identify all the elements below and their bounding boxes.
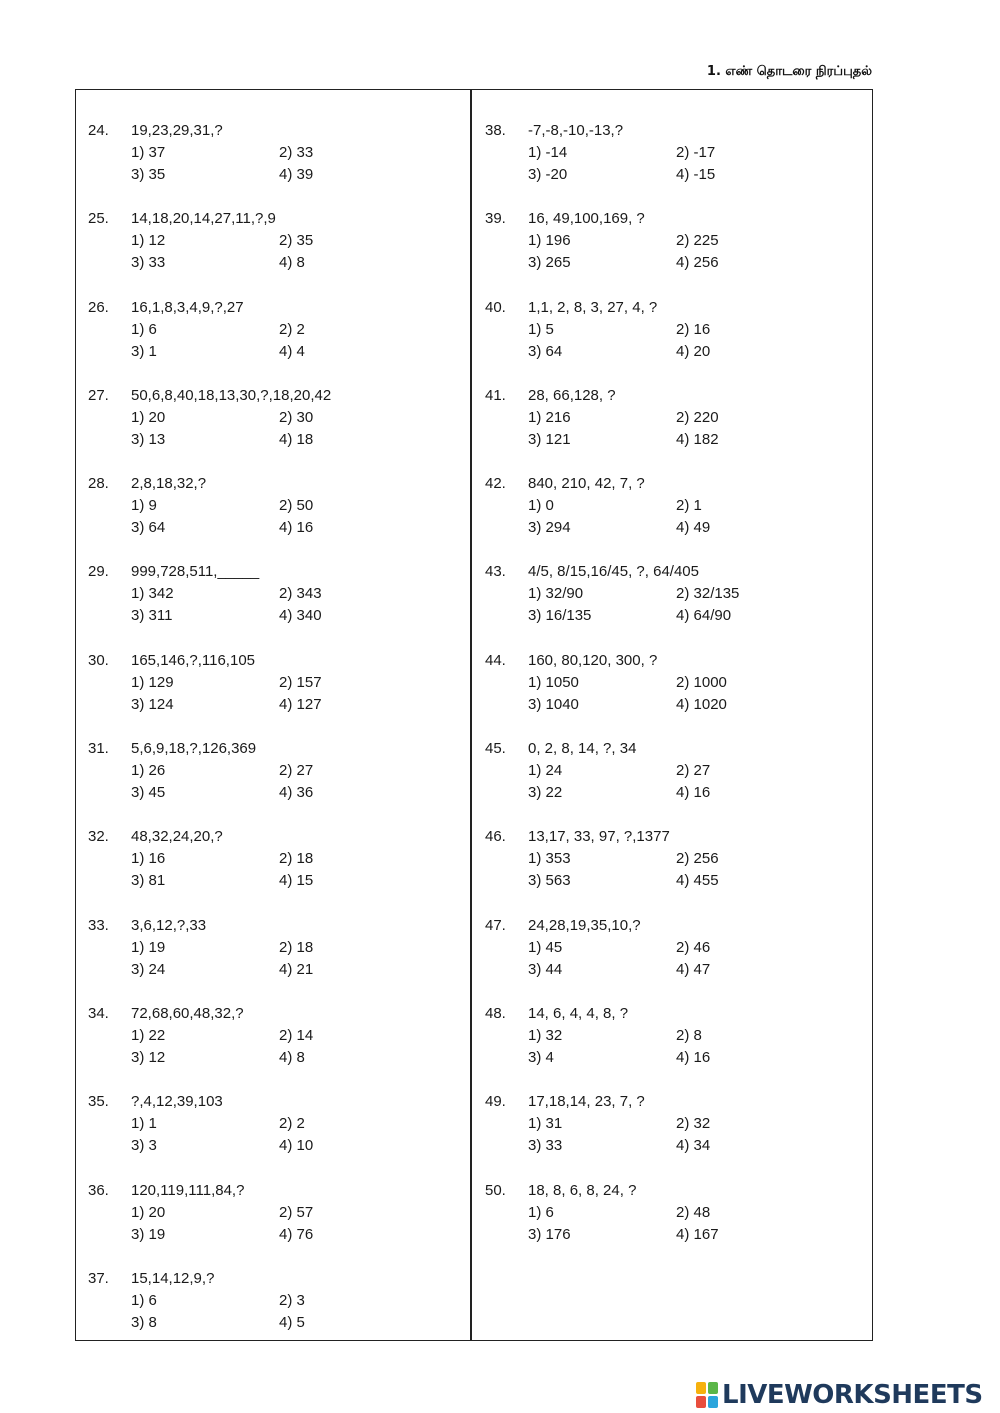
answer-option-4[interactable]: 4) 36 bbox=[279, 784, 314, 802]
question-number: 40. bbox=[485, 298, 506, 316]
answer-option-3[interactable]: 3) 12 bbox=[131, 1048, 166, 1066]
answer-option-3[interactable]: 3) 44 bbox=[528, 960, 563, 978]
answer-option-4[interactable]: 4) 39 bbox=[279, 166, 314, 183]
question-sequence: 72,68,60,48,32,? bbox=[131, 1004, 244, 1022]
answer-option-3[interactable]: 3) 563 bbox=[528, 872, 571, 890]
answer-option-4[interactable]: 4) 8 bbox=[279, 1048, 305, 1066]
question-sequence: 5,6,9,18,?,126,369 bbox=[131, 740, 257, 758]
answer-option-2[interactable]: 2) 220 bbox=[676, 408, 719, 426]
answer-option-4[interactable]: 4) 8 bbox=[279, 254, 305, 272]
answer-option-2[interactable]: 2) 32 bbox=[676, 1115, 711, 1133]
answer-option-3[interactable]: 3) 33 bbox=[528, 1137, 563, 1155]
question-number: 29. bbox=[88, 563, 109, 581]
question-sequence: 0, 2, 8, 14, ?, 34 bbox=[528, 740, 637, 758]
answer-option-1[interactable]: 1) 37 bbox=[131, 144, 166, 161]
answer-option-1[interactable]: 1) 12 bbox=[131, 232, 166, 250]
answer-option-2[interactable]: 2) 57 bbox=[279, 1203, 314, 1221]
question-item bbox=[88, 385, 418, 473]
question-item bbox=[485, 826, 815, 914]
answer-option-2[interactable]: 2) 225 bbox=[676, 232, 719, 250]
question-number: 49. bbox=[485, 1093, 506, 1111]
answer-option-4[interactable]: 4) 21 bbox=[279, 960, 314, 978]
question-sequence: -7,-8,-10,-13,? bbox=[528, 122, 624, 139]
answer-option-1[interactable]: 1) 129 bbox=[131, 673, 174, 691]
question-item bbox=[485, 1180, 815, 1268]
answer-option-2[interactable]: 2) 256 bbox=[676, 850, 719, 868]
question-sequence: 2,8,18,32,? bbox=[131, 475, 207, 493]
answer-option-4[interactable]: 4) -15 bbox=[676, 166, 716, 183]
answer-option-1[interactable]: 1) 1050 bbox=[528, 673, 579, 691]
question-sequence: 840, 210, 42, 7, ? bbox=[528, 475, 645, 493]
question-item bbox=[485, 650, 815, 738]
answer-option-3[interactable]: 3) -20 bbox=[528, 166, 568, 183]
question-item bbox=[485, 1091, 815, 1179]
right-question-column bbox=[485, 120, 815, 1268]
answer-option-3[interactable]: 3) 45 bbox=[131, 784, 166, 802]
question-number: 25. bbox=[88, 210, 109, 228]
answer-option-3[interactable]: 3) 311 bbox=[131, 607, 173, 625]
answer-option-4[interactable]: 4) 64/90 bbox=[676, 607, 732, 625]
question-number: 46. bbox=[485, 828, 506, 846]
answer-option-4[interactable]: 4) 127 bbox=[279, 695, 322, 713]
question-item bbox=[88, 1003, 418, 1091]
logo-text: LIVEWORKSHEETS bbox=[722, 1380, 983, 1410]
answer-option-3[interactable]: 3) 121 bbox=[528, 430, 571, 448]
answer-option-1[interactable]: 1) 6 bbox=[131, 320, 157, 338]
question-sequence: 160, 80,120, 300, ? bbox=[528, 651, 658, 669]
question-number: 30. bbox=[88, 651, 109, 669]
question-sequence: 4/5, 8/15,16/45, ?, 64/405 bbox=[528, 563, 699, 581]
answer-option-4[interactable]: 4) 5 bbox=[279, 1313, 305, 1331]
question-sequence: 50,6,8,40,18,13,30,?,18,20,42 bbox=[131, 386, 332, 404]
answer-option-4[interactable]: 4) 15 bbox=[279, 872, 314, 890]
question-item bbox=[485, 1003, 815, 1091]
question-item bbox=[88, 1091, 418, 1179]
answer-option-3[interactable]: 3) 1040 bbox=[528, 695, 579, 713]
question-item bbox=[88, 561, 418, 649]
question-sequence: 24,28,19,35,10,? bbox=[528, 916, 641, 934]
question-item bbox=[485, 473, 815, 561]
question-item bbox=[88, 297, 418, 385]
answer-option-2[interactable]: 2) 27 bbox=[279, 762, 314, 780]
answer-option-1[interactable]: 1) 26 bbox=[131, 762, 166, 780]
question-item bbox=[88, 120, 418, 208]
question-sequence: 18, 8, 6, 8, 24, ? bbox=[528, 1181, 637, 1199]
answer-option-1[interactable]: 1) 32 bbox=[528, 1026, 563, 1044]
question-sequence: 19,23,29,31,? bbox=[131, 122, 223, 139]
question-sequence: 1,1, 2, 8, 3, 27, 4, ? bbox=[528, 298, 658, 316]
question-item bbox=[485, 738, 815, 826]
question-number: 44. bbox=[485, 651, 506, 669]
answer-option-3[interactable]: 3) 176 bbox=[528, 1225, 571, 1243]
answer-option-1[interactable]: 1) 1 bbox=[131, 1115, 157, 1133]
answer-option-1[interactable]: 1) 196 bbox=[528, 232, 571, 250]
column-divider bbox=[470, 89, 472, 1341]
question-sequence: 28, 66,128, ? bbox=[528, 386, 616, 404]
answer-option-3[interactable]: 3) 81 bbox=[131, 872, 166, 890]
answer-option-4[interactable]: 4) 49 bbox=[676, 519, 711, 537]
question-number: 26. bbox=[88, 298, 109, 316]
answer-option-4[interactable]: 4) 182 bbox=[676, 430, 719, 448]
question-number: 31. bbox=[88, 740, 109, 758]
answer-option-2[interactable]: 2) 33 bbox=[279, 144, 314, 161]
question-item bbox=[88, 208, 418, 296]
answer-option-1[interactable]: 1) 31 bbox=[528, 1115, 563, 1133]
question-sequence: 3,6,12,?,33 bbox=[131, 916, 207, 934]
question-item bbox=[88, 473, 418, 561]
question-item bbox=[88, 915, 418, 1003]
answer-option-4[interactable]: 4) 76 bbox=[279, 1225, 314, 1243]
question-sequence: 16,1,8,3,4,9,?,27 bbox=[131, 298, 244, 316]
question-number: 48. bbox=[485, 1004, 506, 1022]
question-sequence: ?,4,12,39,103 bbox=[131, 1093, 223, 1111]
answer-option-2[interactable]: 2) 343 bbox=[279, 585, 322, 603]
question-number: 50. bbox=[485, 1181, 506, 1199]
answer-option-2[interactable]: 2) 8 bbox=[676, 1026, 702, 1044]
question-number: 33. bbox=[88, 916, 109, 934]
answer-option-3[interactable]: 3) 265 bbox=[528, 254, 571, 272]
question-sequence: 16, 49,100,169, ? bbox=[528, 210, 645, 228]
question-item bbox=[88, 738, 418, 826]
question-item bbox=[88, 650, 418, 738]
answer-option-3[interactable]: 3) 124 bbox=[131, 695, 174, 713]
answer-option-1[interactable]: 1) 16 bbox=[131, 850, 166, 868]
question-sequence: 48,32,24,20,? bbox=[131, 828, 223, 846]
answer-option-1[interactable]: 1) 6 bbox=[131, 1291, 157, 1309]
answer-option-1[interactable]: 1) 20 bbox=[131, 1203, 166, 1221]
answer-option-1[interactable]: 1) 19 bbox=[131, 938, 166, 956]
answer-option-1[interactable]: 1) 22 bbox=[131, 1026, 166, 1044]
answer-option-4[interactable]: 4) 10 bbox=[279, 1137, 314, 1155]
question-item bbox=[485, 120, 815, 208]
answer-option-2[interactable]: 2) 50 bbox=[279, 497, 314, 515]
answer-option-2[interactable]: 2) 157 bbox=[279, 673, 322, 691]
answer-option-4[interactable]: 4) 340 bbox=[279, 607, 322, 625]
question-item bbox=[88, 1268, 418, 1356]
question-sequence: 14, 6, 4, 4, 8, ? bbox=[528, 1004, 629, 1022]
answer-option-4[interactable]: 4) 4 bbox=[279, 342, 305, 360]
answer-option-2[interactable]: 2) 1000 bbox=[676, 673, 727, 691]
question-item bbox=[88, 1180, 418, 1268]
question-number: 37. bbox=[88, 1269, 109, 1287]
answer-option-2[interactable]: 2) 27 bbox=[676, 762, 711, 780]
answer-option-4[interactable]: 4) 47 bbox=[676, 960, 711, 978]
question-sequence: 14,18,20,14,27,11,?,9 bbox=[131, 210, 276, 228]
answer-option-1[interactable]: 1) 45 bbox=[528, 938, 563, 956]
answer-option-2[interactable]: 2) 18 bbox=[279, 850, 314, 868]
answer-option-4[interactable]: 4) 34 bbox=[676, 1137, 711, 1155]
answer-option-3[interactable]: 3) 35 bbox=[131, 166, 166, 183]
page-title: 1. எண் தொடரை நிரப்புதல் bbox=[706, 64, 872, 79]
answer-option-4[interactable]: 4) 16 bbox=[676, 784, 711, 802]
answer-option-1[interactable]: 1) 20 bbox=[131, 408, 166, 426]
question-item bbox=[485, 297, 815, 385]
question-sequence: 13,17, 33, 97, ?,1377 bbox=[528, 828, 670, 846]
liveworksheets-logo-icon bbox=[696, 1382, 718, 1408]
question-number: 34. bbox=[88, 1004, 109, 1022]
answer-option-3[interactable]: 3) 16/135 bbox=[528, 607, 592, 625]
answer-option-2[interactable]: 2) 16 bbox=[676, 320, 711, 338]
answer-option-3[interactable]: 3) 3 bbox=[131, 1137, 157, 1155]
question-number: 43. bbox=[485, 563, 506, 581]
answer-option-1[interactable]: 1) 353 bbox=[528, 850, 571, 868]
left-question-column bbox=[88, 120, 418, 1356]
answer-option-3[interactable]: 3) 8 bbox=[131, 1313, 157, 1331]
answer-option-2[interactable]: 2) 1 bbox=[676, 497, 702, 515]
answer-option-3[interactable]: 3) 13 bbox=[131, 430, 166, 448]
liveworksheets-logo[interactable] bbox=[696, 1380, 983, 1410]
question-number: 38. bbox=[485, 122, 506, 139]
answer-option-2[interactable]: 2) 35 bbox=[279, 232, 314, 250]
answer-option-2[interactable]: 2) 18 bbox=[279, 938, 314, 956]
answer-option-1[interactable]: 1) 24 bbox=[528, 762, 563, 780]
answer-option-4[interactable]: 4) 1020 bbox=[676, 695, 727, 713]
question-number: 28. bbox=[88, 475, 109, 493]
question-sequence: 120,119,111,84,? bbox=[131, 1181, 245, 1199]
question-number: 47. bbox=[485, 916, 506, 934]
question-item bbox=[485, 385, 815, 473]
answer-option-3[interactable]: 3) 24 bbox=[131, 960, 166, 978]
question-number: 45. bbox=[485, 740, 506, 758]
answer-option-2[interactable]: 2) 32/135 bbox=[676, 585, 740, 603]
answer-option-3[interactable]: 3) 1 bbox=[131, 342, 157, 360]
question-sequence: 999,728,511,_____ bbox=[131, 563, 260, 581]
question-item bbox=[485, 915, 815, 1003]
answer-option-2[interactable]: 2) 2 bbox=[279, 320, 305, 338]
question-number: 36. bbox=[88, 1181, 109, 1199]
answer-option-1[interactable]: 1) -14 bbox=[528, 144, 568, 161]
question-number: 41. bbox=[485, 386, 506, 404]
answer-option-3[interactable]: 3) 64 bbox=[528, 342, 563, 360]
answer-option-4[interactable]: 4) 16 bbox=[279, 519, 314, 537]
answer-option-4[interactable]: 4) 18 bbox=[279, 430, 314, 448]
question-item bbox=[485, 208, 815, 296]
answer-option-3[interactable]: 3) 4 bbox=[528, 1048, 554, 1066]
question-sequence: 165,146,?,116,105 bbox=[131, 651, 256, 669]
answer-option-4[interactable]: 4) 167 bbox=[676, 1225, 719, 1243]
answer-option-3[interactable]: 3) 294 bbox=[528, 519, 571, 537]
answer-option-1[interactable]: 1) 342 bbox=[131, 585, 174, 603]
answer-option-1[interactable]: 1) 9 bbox=[131, 497, 157, 515]
answer-option-2[interactable]: 2) 2 bbox=[279, 1115, 305, 1133]
question-number: 27. bbox=[88, 386, 109, 404]
question-item bbox=[88, 826, 418, 914]
question-number: 39. bbox=[485, 210, 506, 228]
answer-option-2[interactable]: 2) 3 bbox=[279, 1291, 305, 1309]
answer-option-1[interactable]: 1) 216 bbox=[528, 408, 571, 426]
question-number: 35. bbox=[88, 1093, 109, 1111]
answer-option-3[interactable]: 3) 22 bbox=[528, 784, 563, 802]
question-number: 42. bbox=[485, 475, 506, 493]
answer-option-3[interactable]: 3) 33 bbox=[131, 254, 166, 272]
question-sequence: 15,14,12,9,? bbox=[131, 1269, 215, 1287]
answer-option-1[interactable]: 1) 6 bbox=[528, 1203, 554, 1221]
answer-option-3[interactable]: 3) 19 bbox=[131, 1225, 166, 1243]
question-item bbox=[485, 561, 815, 649]
answer-option-1[interactable]: 1) 32/90 bbox=[528, 585, 584, 603]
answer-option-4[interactable]: 4) 20 bbox=[676, 342, 711, 360]
answer-option-2[interactable]: 2) 46 bbox=[676, 938, 711, 956]
answer-option-4[interactable]: 4) 16 bbox=[676, 1048, 711, 1066]
question-number: 32. bbox=[88, 828, 109, 846]
question-number: 24. bbox=[88, 122, 109, 139]
answer-option-2[interactable]: 2) 30 bbox=[279, 408, 314, 426]
answer-option-2[interactable]: 2) -17 bbox=[676, 144, 716, 161]
answer-option-4[interactable]: 4) 455 bbox=[676, 872, 719, 890]
answer-option-1[interactable]: 1) 0 bbox=[528, 497, 554, 515]
answer-option-2[interactable]: 2) 48 bbox=[676, 1203, 711, 1221]
answer-option-1[interactable]: 1) 5 bbox=[528, 320, 554, 338]
question-sequence: 17,18,14, 23, 7, ? bbox=[528, 1093, 645, 1111]
answer-option-3[interactable]: 3) 64 bbox=[131, 519, 166, 537]
answer-option-2[interactable]: 2) 14 bbox=[279, 1026, 314, 1044]
answer-option-4[interactable]: 4) 256 bbox=[676, 254, 719, 272]
